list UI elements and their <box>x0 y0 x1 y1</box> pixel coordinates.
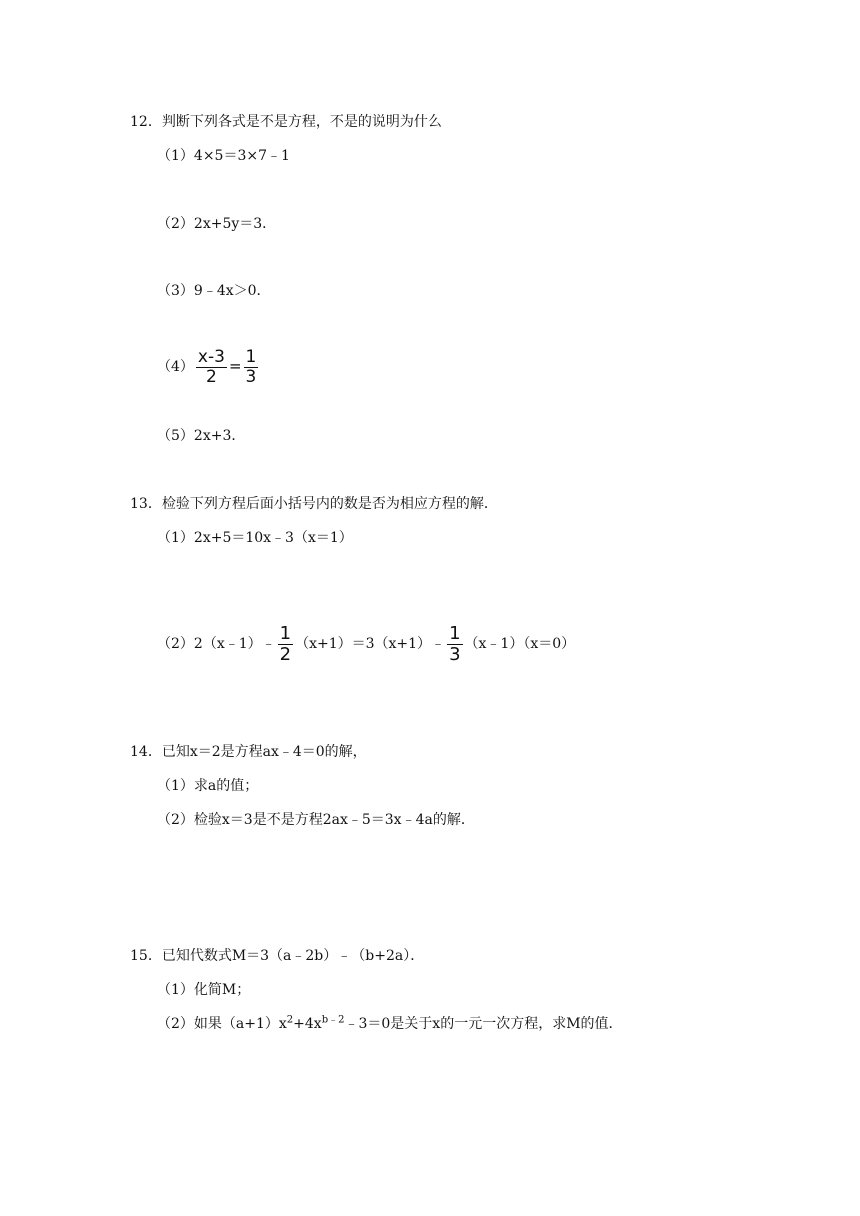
q15-item-2 <box>157 1014 623 1034</box>
exponent-2: 2 <box>286 1014 294 1026</box>
q15-item-1: （1）化简M； <box>157 982 251 998</box>
q14-item-2: （2）检验x＝3是不是方程2ax﹣5＝3x﹣4a的解． <box>157 812 475 828</box>
q15-item-2-part-a: （2）如果（a+1）x <box>157 1016 287 1032</box>
q13-item-2-part1: （2）2（x﹣1）﹣ <box>157 636 276 652</box>
fraction-1-over-3 <box>244 346 259 387</box>
q13-item-2 <box>157 622 575 666</box>
q13-item-2-part3: （x﹣1）（x＝0） <box>464 636 576 652</box>
q13-item-1: （1）2x+5＝10x﹣3（x＝1） <box>157 530 353 546</box>
fraction-1-over-2 <box>278 622 293 665</box>
fraction-numerator: 1 <box>449 622 461 644</box>
q15-item-2-part-c: ﹣3＝0是关于x的一元一次方程，求M的值． <box>344 1016 623 1032</box>
q14-item-1: （1）求a的值； <box>157 778 259 794</box>
q12-item-3: （3）9﹣4x＞0． <box>157 283 271 299</box>
fraction-denominator: 3 <box>449 643 461 665</box>
fraction-1-over-3 <box>447 622 462 665</box>
q15-item-2-part-b: +4x <box>293 1016 322 1032</box>
q14-title: 14．已知x＝2是方程ax﹣4＝0的解， <box>130 744 367 760</box>
fraction-numerator: x-3 <box>197 346 225 367</box>
fraction-numerator: 1 <box>279 622 292 644</box>
q13-item-2-part2: （x+1）＝3（x+1）﹣ <box>295 636 446 652</box>
fraction-numerator: 1 <box>245 346 257 367</box>
equals-sign: = <box>228 357 242 375</box>
q12-title: 12．判断下列各式是不是方程，不是的说明为什么 <box>130 114 442 130</box>
exponent-b-minus-2: b﹣2 <box>321 1014 345 1026</box>
q12-item-4 <box>157 346 260 387</box>
q12-item-2: （2）2x+5y＝3． <box>157 216 277 232</box>
q12-item-4-label: （4） <box>157 359 194 375</box>
fraction-x-minus-3-over-2 <box>196 346 227 387</box>
q15-title: 15．已知代数式M＝3（a﹣2b）﹣（b+2a）． <box>130 948 425 964</box>
q13-title: 13．检验下列方程后面小括号内的数是否为相应方程的解． <box>130 496 498 512</box>
q12-item-1: （1）4×5＝3×7﹣1 <box>157 148 290 164</box>
fraction-denominator: 2 <box>279 643 292 665</box>
q12-item-5: （5）2x+3． <box>157 428 246 444</box>
fraction-denominator: 3 <box>245 366 257 387</box>
fraction-denominator: 2 <box>206 366 217 387</box>
